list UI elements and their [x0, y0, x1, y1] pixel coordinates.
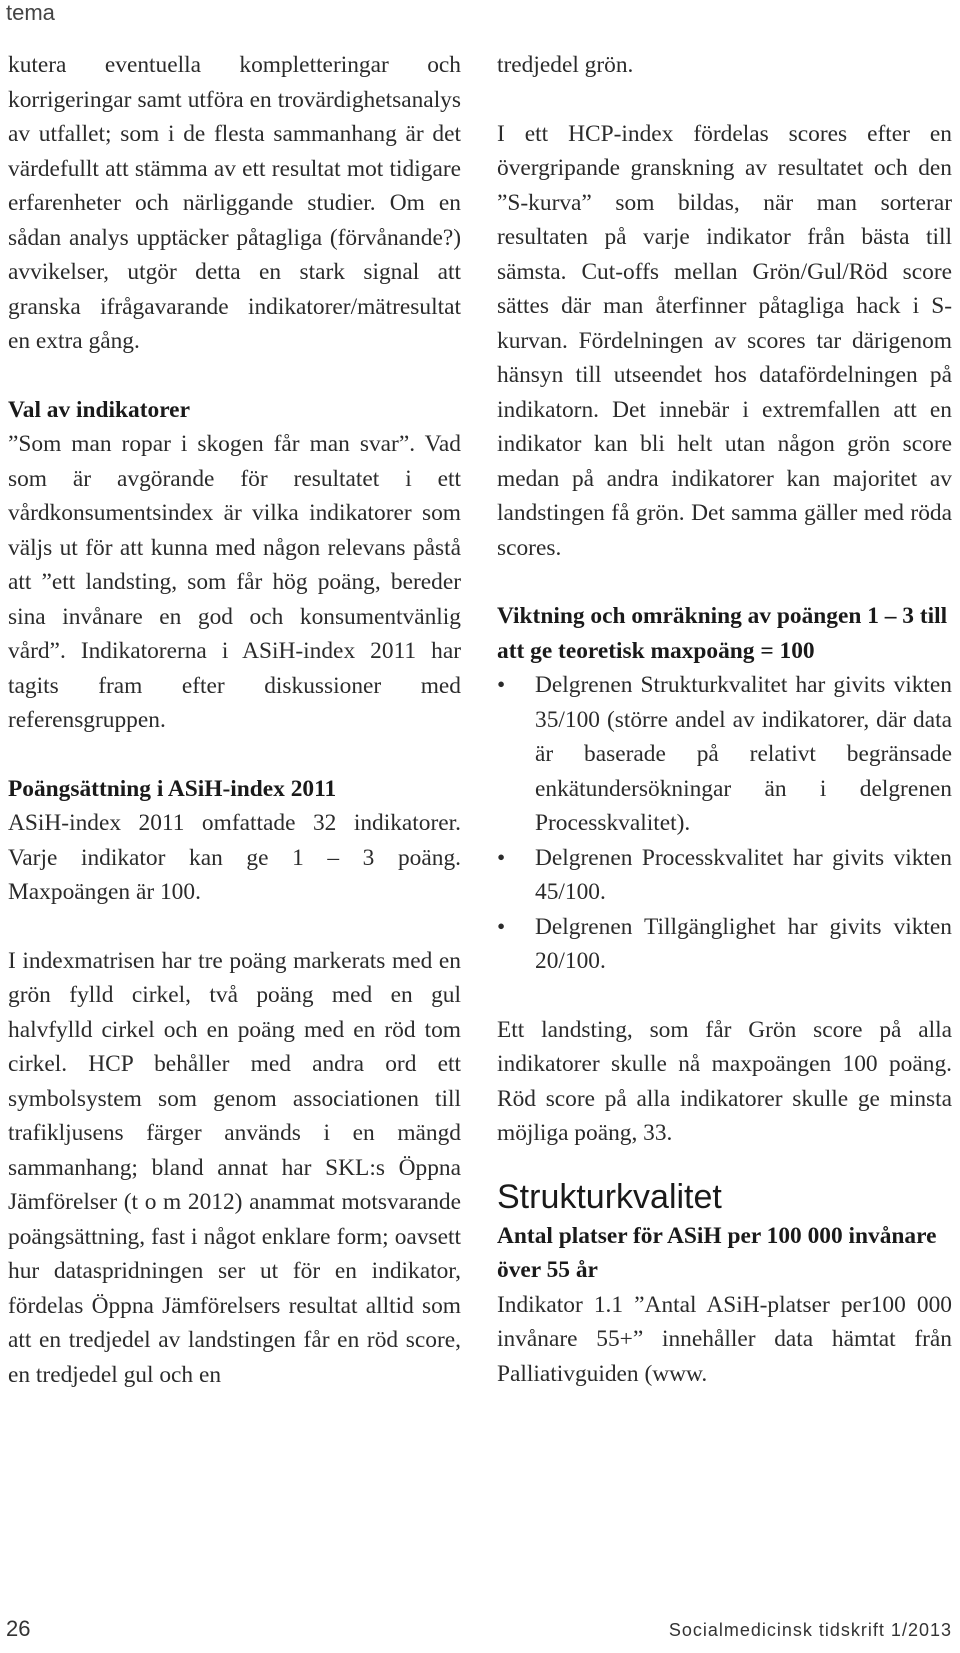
paragraph: tredjedel grön. — [497, 52, 634, 78]
list-item-text: Delgrenen Tillgänglighet har givits vikten 20/100. — [535, 913, 952, 974]
bullet: • — [497, 844, 506, 871]
heading-viktning: Viktning och omräkning av poängen 1 – 3 till att ge teoretisk maxpoäng = 100 — [497, 603, 948, 664]
bullet: • — [497, 672, 506, 698]
paragraph: ASiH-index 2011 omfattade 32 indikatorer. Varje indikator kan ge 1 – 3 poäng. Maxpoängen är 100. — [8, 810, 461, 905]
heading-strukturkvalitet: Strukturkvalitet — [497, 1177, 722, 1216]
list-item — [497, 841, 952, 910]
heading-val-av-indikatorer: Val av indikatorer — [8, 396, 190, 423]
section-tag: tema — [6, 0, 55, 25]
heading-antal-platser: Antal platser för ASiH per 100 000 invånare över 55 år — [497, 1222, 937, 1283]
paragraph: I ett HCP-index fördelas scores efter en övergripande granskning av resultatet och den ”S-kurva” som bildas, när man sorterar resultaten på varje indikator från bästa till sämsta. Cut-offs mellan Grön/Gul/Röd score sättes där man återfinner påtagliga hack i S-kurvan. Fördelningen av scores tar därigenom hänsyn till utseendet hos datafördelningen på indikatorn. Det innebär i extremfallen att en indikator kan bli helt utan någon grön score medan på andra indikatorer kan majoritet av landstingen få grön. Det samma gäller med röda scores. — [497, 120, 952, 561]
weight-list — [497, 668, 952, 979]
paragraph: ”Som man ropar i skogen får man svar”. Vad som är avgörande för resultatet i ett vårdkonsumentsindex är vilka indikatorer som väljs ut för att kunna med någon relevans påstå att ”ett landsting, som får hög poäng, bereder sina invånare en god och konsumentvänlig vård”. Indikatorerna i ASiH-index 2011 har tagits fram efter diskussioner med referensgruppen. — [8, 431, 461, 733]
paragraph: Indikator 1.1 ”Antal ASiH-platser per100 000 invånare 55+” innehåller data hämtat från Palliativguiden (www. — [497, 1291, 952, 1387]
list-item — [497, 910, 952, 979]
heading-poangsattning: Poängsättning i ASiH-index 2011 — [8, 775, 337, 802]
left-column — [8, 48, 461, 1392]
journal-name: Socialmedicinsk tidskrift 1/2013 — [668, 1620, 952, 1640]
right-column — [497, 48, 952, 1391]
bullet: • — [497, 913, 506, 940]
paragraph: kutera eventuella kompletteringar och korrigeringar samt utföra en trovärdighetsanalys av utfallet; som i de flesta sammanhang är det värdefullt att stämma av ett resultat mot tidigare erfarenheter och närliggande studier. Om en sådan analys upptäcker påtagliga (förvånande?) avvikelser, utgör detta en stark signal att granska ifrågavarande indikatorer/mätresultat en extra gång. — [8, 52, 461, 354]
paragraph: Ett landsting, som får Grön score på alla indikatorer skulle nå maxpoängen 100 poäng. Röd score på alla indikatorer skulle ge minsta möjliga poäng, 33. — [497, 1016, 952, 1146]
list-item-text: Delgrenen Strukturkvalitet har givits vikten 35/100 (större andel av indikatorer, där data är baserade på relativt begränsade enkätundersökningar än i delgrenen Processkvalitet). — [535, 672, 952, 836]
page-number: 26 — [6, 1616, 31, 1641]
list-item — [497, 668, 952, 841]
paragraph: I indexmatrisen har tre poäng markerats med en grön fylld cirkel, två poäng med en gul halvfylld cirkel och en poäng med en röd tom cirkel. HCP behåller med andra ord ett symbolsystem som genom associationen till trafikljusens färger används i en mängd sammanhang; bland annat har SKL:s Öppna Jämförelser (t o m 2012) anammat motsvarande poängsättning, fast i något enklare form; oavsett hur dataspridningen ser ut för en indikator, fördelas Öppna Jämförelsers resultat alltid som att en tredjedel av landstingen får en röd score, en tredjedel gul och en — [8, 947, 461, 1388]
list-item-text: Delgrenen Processkvalitet har givits vikten 45/100. — [535, 844, 952, 905]
